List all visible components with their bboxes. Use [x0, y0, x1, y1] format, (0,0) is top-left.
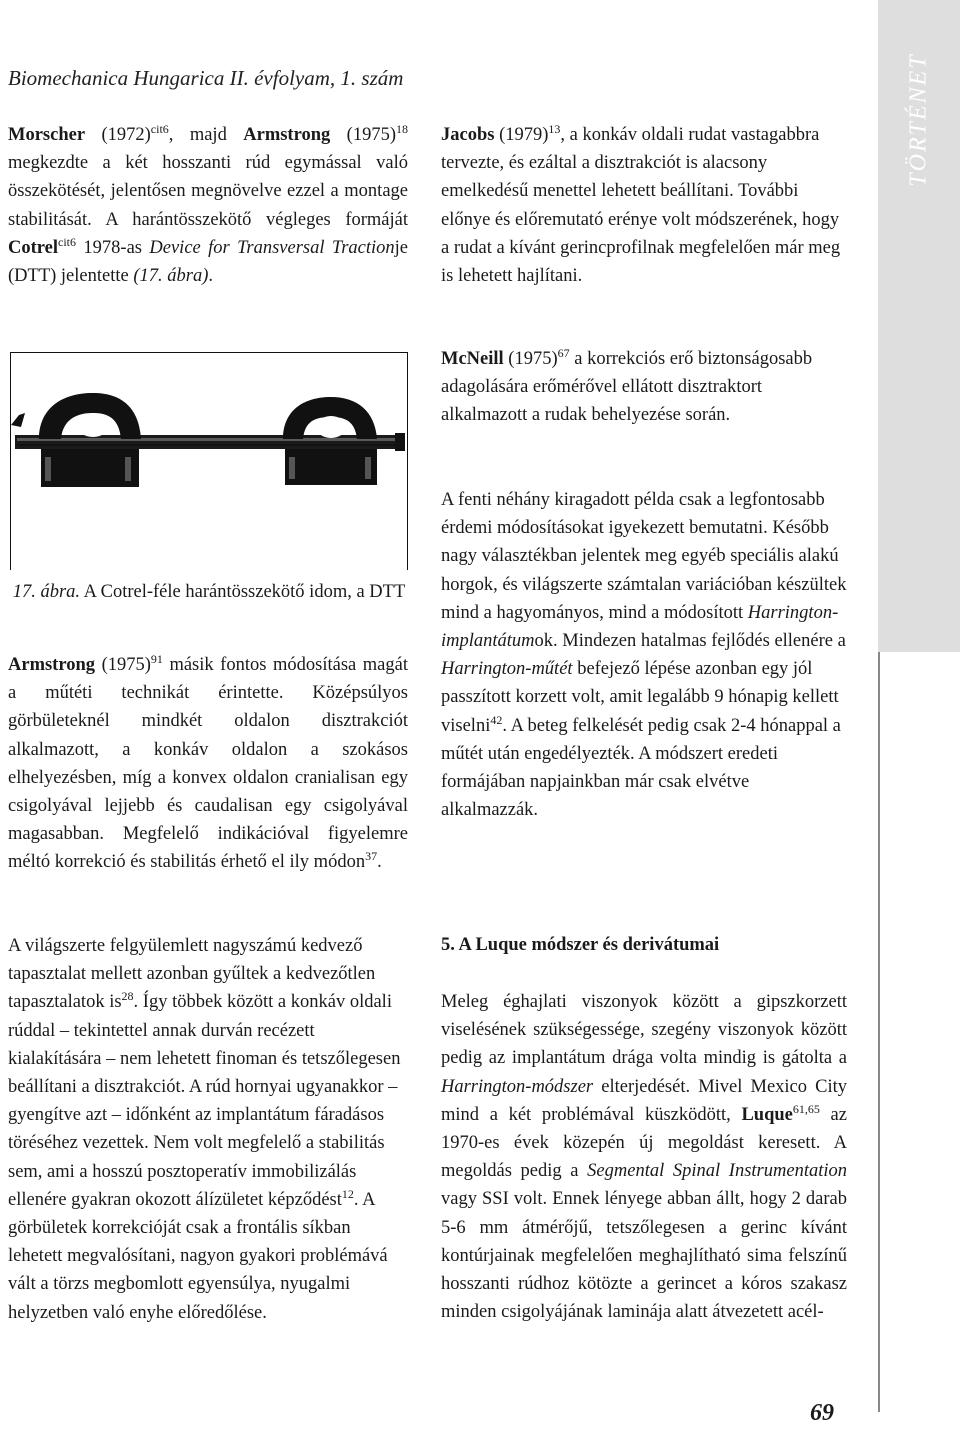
text-run: a korrekciós erő biztonságosabb adagolására erőmérővel ellátott disztraktort alkalmazott a rudak behelyezése során.	[441, 349, 813, 426]
text-run: megkezdte a két hosszanti rúd egymással való összekötését, jelentősen megnövelve ezzel a montage stabilitását. A harántösszekötő végleges formáját	[8, 153, 408, 230]
paragraph-armstrong	[8, 651, 408, 877]
paragraph-morscher	[8, 121, 408, 290]
dtt-device-image	[11, 353, 409, 571]
left-column-intro	[8, 121, 408, 290]
text-run: , a konkáv oldali rudat vastagabbra tervezte, és ezáltal a disztrakciót is alacsony emelkedésű menettel lehetett beállítani. További előnye és előremutató erénye volt módszerének, hogy a rudat a kívánt gerincprofilnak megfelelően már meg is lehetett hajlítani.	[441, 125, 841, 287]
text-run: A fenti néhány kiragadott példa csak a legfontosabb érdemi módosításokat igyekezett bemutatni. Később nagy választékban jelentek meg egyéb speciális alakú horgok, és világszerte számtalan variációban készültek mind a hagyományos, mind a módosított	[441, 490, 847, 623]
italic-term: Segmental Spinal Instrumentation	[587, 1161, 847, 1182]
author-name: Luque	[741, 1104, 793, 1125]
citation: cit6	[58, 234, 76, 249]
running-head: Biomechanica Hungarica II. évfolyam, 1. szám	[8, 66, 404, 90]
author-name: Armstrong	[8, 655, 96, 675]
paragraph-jacobs	[441, 121, 847, 290]
figure-17-frame	[10, 352, 408, 570]
paragraph-summary	[441, 486, 847, 824]
section-heading: 5. A Luque módszer és derivátumai	[441, 935, 720, 955]
text-run: befejező lépése azonban egy jól passzított korzett volt, amit legalább 9 hónapig kellett viselni	[441, 659, 839, 736]
text-run: ok. Mindezen hatalmas fejlődés ellenére a	[534, 631, 846, 652]
italic-term: Harrington-implantátum	[441, 602, 839, 652]
figure-label: 17. ábra.	[12, 582, 81, 602]
text-run: (1975)	[95, 655, 151, 675]
sidebar-rule	[878, 652, 880, 1412]
author-name: Armstrong	[243, 125, 331, 145]
text-run: Meleg éghajlati viszonyok között a gipszkorzett viselésének szükségessége, szegény viszonyok között pedig az implantátum drága volta mindig is gátolta a	[441, 992, 847, 1069]
text-run: (1975)	[503, 349, 558, 369]
text-run: .	[377, 852, 382, 873]
citation: 91	[150, 652, 163, 666]
paragraph-mcneill	[441, 345, 847, 430]
text-run: elterjedését. Mivel Mexico City mind a két problémával küszködött,	[441, 1076, 847, 1125]
author-name: Morscher	[8, 125, 86, 145]
citation: 61,65	[792, 1101, 820, 1116]
right-column-jacobs	[441, 121, 847, 290]
text-run: (1972)	[85, 125, 151, 145]
citation: 42	[490, 712, 503, 727]
text-run: másik fontos módosítása magát a műtéti technikát érintette. Középsúlyos görbületeknél mindkét oldalon disztrakciót alkalmazott, a konkáv oldalon a szokásos elhelyezésben, míg a konvex oldalon cranialisan egy csigolyával lejjebb és caudalisan egy csigolyával magasabban. Megfelelő indikációval figyelemre méltó korrekció és stabilitás érhető el ily módon	[8, 655, 408, 873]
text-run: . A görbületek korrekcióját csak a frontális síkban lehetett megvalósítani, nagyon gyakori problémává vált a törzs megbomlott egyensúlya, nyugalmi helyzetben való enyhe előredőlése.	[8, 1189, 388, 1323]
citation: 13	[548, 122, 561, 136]
text-run: (1979)	[494, 125, 549, 145]
paragraph-experience	[8, 932, 408, 1327]
sidebar-section-label	[878, 53, 960, 187]
text-run: . Így többek között a konkáv oldali rúddal – tekintettel annak durván recézett kialakítására – nem lehetett finoman és tetszőlegesen beállítani a disztrakciót. A rúd hornyai ugyanakkor – gyengítve azt – időnként az implantátum fáradásos töréséhez vezettek. Nem volt megfelelő a stabilitás sem, ami a hosszú posztoperatív immobilizálás ellenére gyakran okozott álízületet képződést	[8, 992, 401, 1210]
right-column-mcneill	[441, 345, 847, 430]
italic-term: Harrington-módszer	[441, 1076, 594, 1097]
text-run: .	[208, 266, 213, 287]
left-column-experience	[8, 932, 408, 1327]
text-run: (1975)	[330, 125, 397, 145]
author-name: McNeill	[441, 349, 504, 369]
author-name: Jacobs	[441, 125, 495, 145]
citation: 18	[396, 122, 409, 136]
right-column-luque	[441, 988, 847, 1326]
italic-term: Harrington-műtét	[441, 659, 573, 680]
figure-reference: (17. ábra)	[133, 266, 209, 287]
citation: cit6	[150, 122, 169, 136]
text-run: az 1970-es évek közepén új megoldást keresett. A megoldás pedig a	[441, 1104, 847, 1182]
sidebar-label-text: TÖRTÉNET	[905, 53, 932, 187]
right-column-summary	[441, 486, 847, 824]
paragraph-luque	[441, 988, 847, 1326]
text-run: , majd	[168, 125, 244, 145]
text-run: je (DTT) jelentette	[8, 237, 408, 287]
italic-term: Device for Transversal Traction	[149, 237, 395, 258]
citation: 37	[365, 849, 378, 864]
page-number: 69	[810, 1400, 834, 1426]
caption-text: A Cotrel-féle harántösszekötő idom, a DTT	[80, 582, 406, 602]
section-heading-block	[441, 931, 847, 959]
author-name: Cotrel	[8, 237, 58, 258]
citation: 12	[341, 1186, 354, 1201]
text-run: . A beteg felkelését pedig csak 2-4 hónappal a műtét után engedélyezték. A módszert eredeti formájában napjainkban már csak elvétve alkalmazzák.	[441, 715, 841, 821]
text-run: A világszerte felgyülemlett nagyszámú kedvező tapasztalat mellett azonban gyűltek a kedvezőtlen tapasztalatok is	[8, 936, 376, 1013]
left-column-armstrong	[8, 651, 408, 877]
text-run: 1978-as	[76, 237, 150, 258]
figure-17-caption	[10, 578, 408, 606]
citation: 67	[557, 346, 570, 360]
text-run: vagy SSI volt. Ennek lényege abban állt, hogy 2 darab 5-6 mm átmérőjű, tetszőlegesen a gerinc kívánt kontúrjainak megfelelően meghajlítható sima felszínű hosszanti rúdhoz kötözte a gerincet a kóros szakasz minden csigolyájának laminája alatt átvezetett acél-	[441, 1189, 847, 1323]
citation: 28	[121, 989, 134, 1004]
